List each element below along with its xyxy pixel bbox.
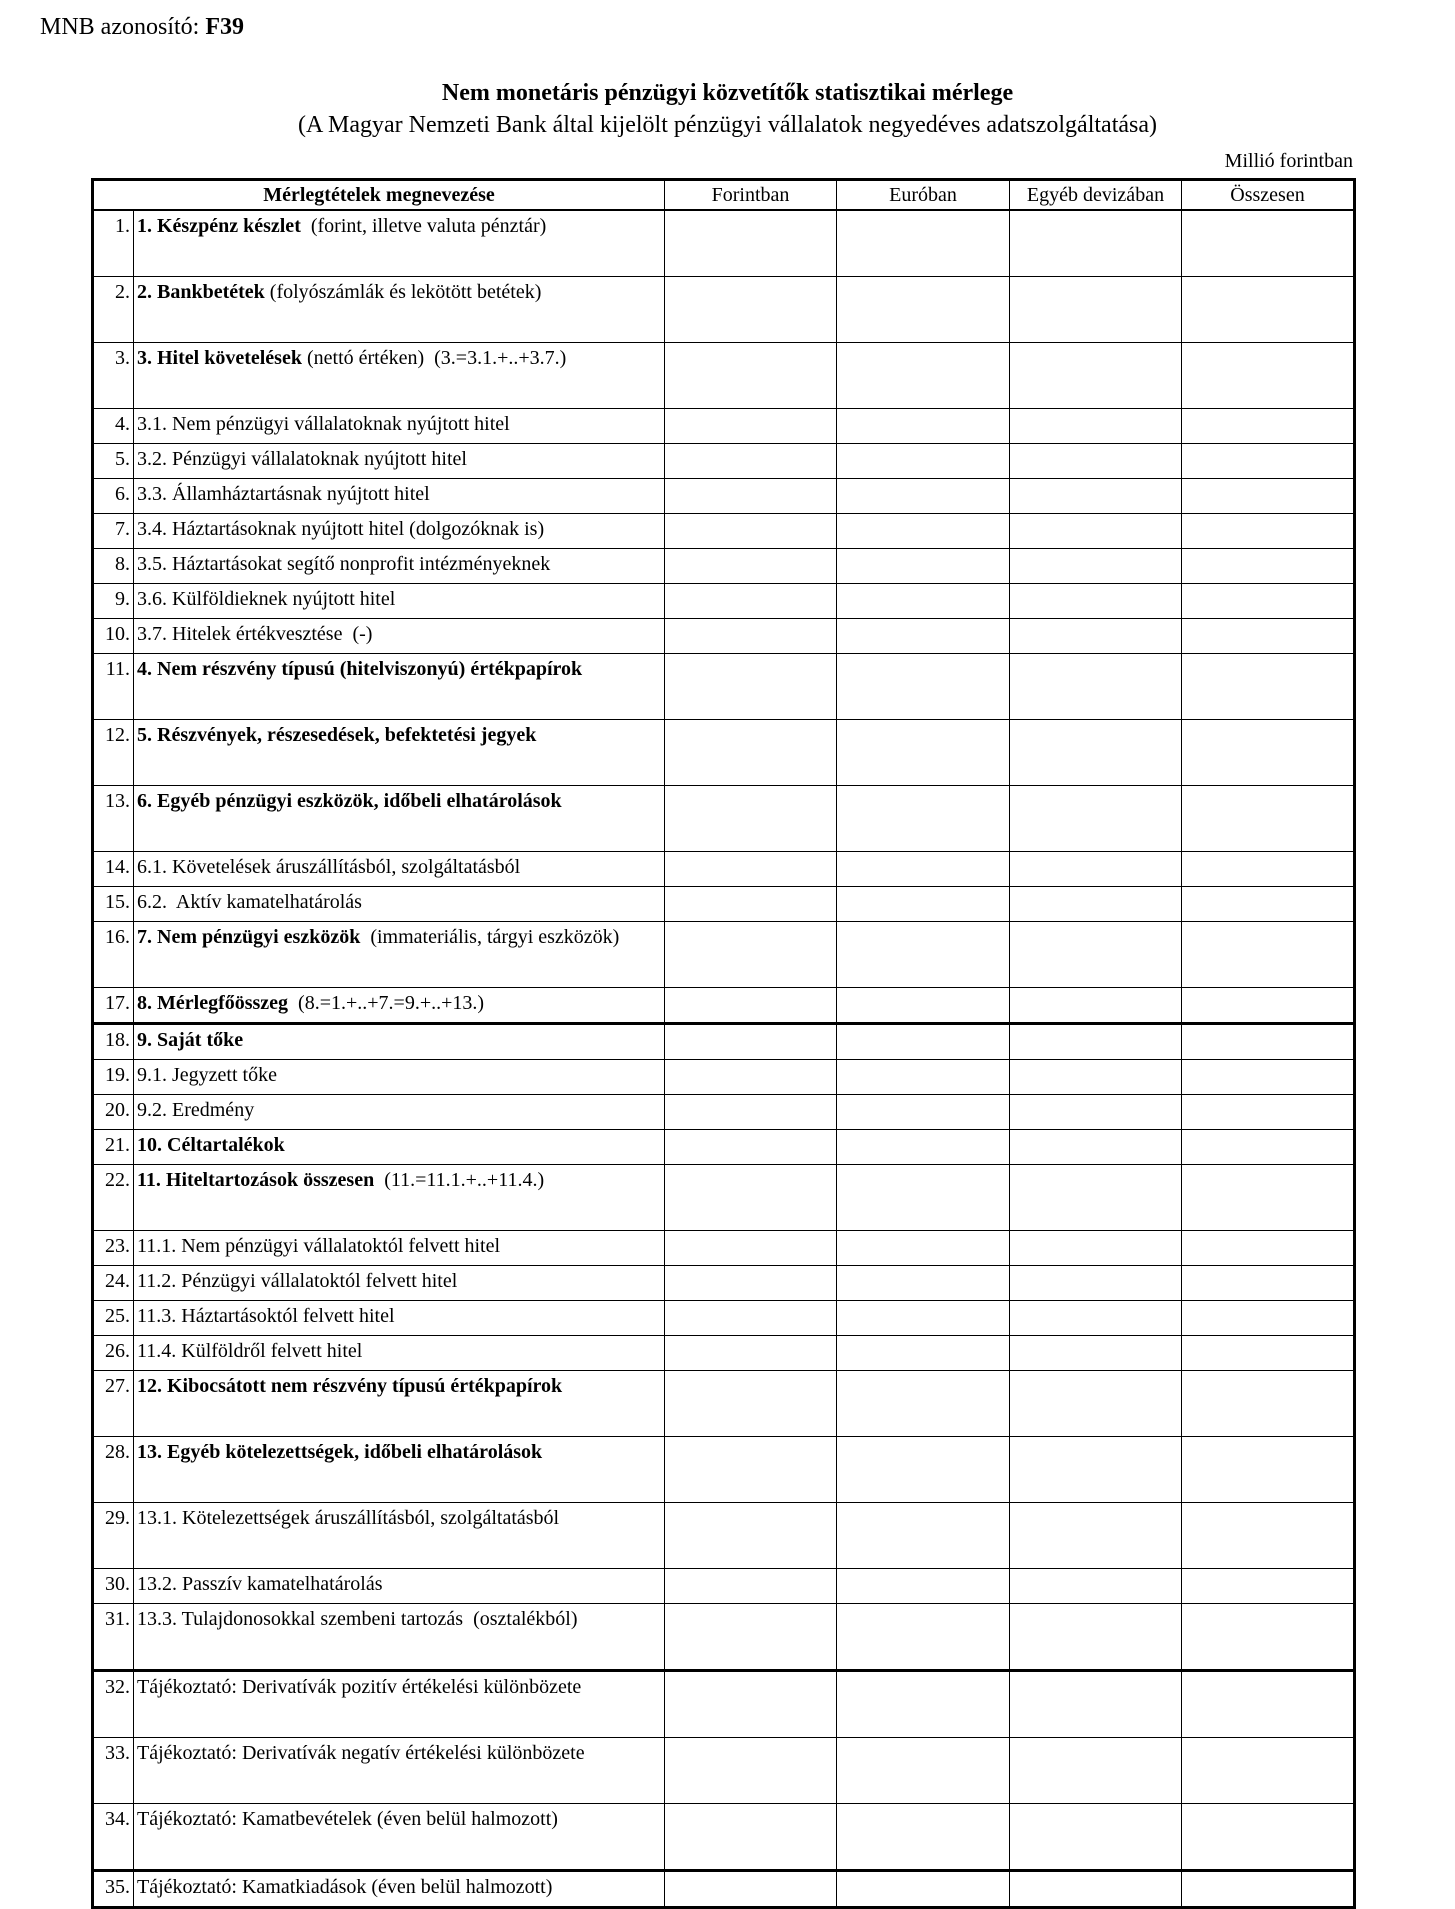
value-cell-other[interactable] — [1010, 409, 1182, 444]
row-label — [134, 1804, 665, 1871]
row-number: 32. — [93, 1671, 134, 1738]
value-cell-huf[interactable] — [665, 479, 837, 514]
value-cell-total[interactable] — [1182, 549, 1355, 584]
row-number: 23. — [93, 1231, 134, 1266]
value-cell-other[interactable] — [1010, 720, 1182, 786]
table-row — [93, 1569, 1355, 1604]
value-cell-huf[interactable] — [665, 409, 837, 444]
table-row — [93, 922, 1355, 988]
table-row — [93, 1804, 1355, 1871]
row-number: 18. — [93, 1024, 134, 1060]
value-cell-eur[interactable] — [837, 887, 1010, 922]
row-number: 15. — [93, 887, 134, 922]
value-cell-total[interactable] — [1182, 444, 1355, 479]
table-row — [93, 786, 1355, 852]
row-label-text: 11.2. Pénzügyi vállalatoktól felvett hitel — [137, 1270, 458, 1292]
value-cell-eur[interactable] — [837, 1165, 1010, 1231]
value-cell-huf[interactable] — [665, 1503, 837, 1569]
row-label-bold: 9. Saját tőke — [137, 1029, 244, 1051]
row-label — [134, 1165, 665, 1231]
row-label-bold: 6. Egyéb pénzügyi eszközök, időbeli elhatárolások — [137, 790, 562, 812]
row-number: 6. — [93, 479, 134, 514]
row-label-text: (8.=1.+..+7.=9.+..+13.) — [288, 992, 485, 1014]
value-cell-total[interactable] — [1182, 1671, 1355, 1738]
value-cell-total[interactable] — [1182, 852, 1355, 887]
value-cell-total[interactable] — [1182, 409, 1355, 444]
value-cell-huf[interactable] — [665, 1095, 837, 1130]
value-cell-total[interactable] — [1182, 343, 1355, 409]
value-cell-total[interactable] — [1182, 720, 1355, 786]
row-number: 9. — [93, 584, 134, 619]
value-cell-huf[interactable] — [665, 1871, 837, 1908]
value-cell-total[interactable] — [1182, 479, 1355, 514]
table-row — [93, 1060, 1355, 1095]
value-cell-eur[interactable] — [837, 409, 1010, 444]
row-label-text: 11.1. Nem pénzügyi vállalatoktól felvett hitel — [137, 1235, 501, 1257]
value-cell-eur[interactable] — [837, 1671, 1010, 1738]
column-header-huf: Forintban — [665, 180, 837, 211]
value-cell-total[interactable] — [1182, 654, 1355, 720]
row-label-text: 6.1. Követelések áruszállításból, szolgáltatásból — [137, 856, 521, 878]
row-label — [134, 1738, 665, 1804]
value-cell-eur[interactable] — [837, 1569, 1010, 1604]
row-label — [134, 852, 665, 887]
row-label-bold: 11. Hiteltartozások összesen — [137, 1169, 375, 1191]
value-cell-total[interactable] — [1182, 210, 1355, 277]
value-cell-other[interactable] — [1010, 1871, 1182, 1908]
table-row — [93, 654, 1355, 720]
row-label — [134, 619, 665, 654]
value-cell-total[interactable] — [1182, 887, 1355, 922]
table-row — [93, 1503, 1355, 1569]
row-label-text: 3.6. Külföldieknek nyújtott hitel — [137, 588, 396, 610]
value-cell-huf[interactable] — [665, 1738, 837, 1804]
row-number: 25. — [93, 1301, 134, 1336]
value-cell-total[interactable] — [1182, 1336, 1355, 1371]
value-cell-huf[interactable] — [665, 1569, 837, 1604]
row-label — [134, 584, 665, 619]
table-row — [93, 409, 1355, 444]
value-cell-eur[interactable] — [837, 444, 1010, 479]
value-cell-huf[interactable] — [665, 619, 837, 654]
value-cell-eur[interactable] — [837, 1336, 1010, 1371]
row-label — [134, 887, 665, 922]
value-cell-huf[interactable] — [665, 1301, 837, 1336]
value-cell-huf[interactable] — [665, 1130, 837, 1165]
row-number: 35. — [93, 1871, 134, 1908]
row-label — [134, 1371, 665, 1437]
value-cell-other[interactable] — [1010, 479, 1182, 514]
value-cell-total[interactable] — [1182, 1095, 1355, 1130]
value-cell-huf[interactable] — [665, 786, 837, 852]
value-cell-total[interactable] — [1182, 1024, 1355, 1060]
value-cell-total[interactable] — [1182, 584, 1355, 619]
row-label-text: 3.7. Hitelek értékvesztése (-) — [137, 623, 373, 645]
value-cell-total[interactable] — [1182, 922, 1355, 988]
table-row — [93, 852, 1355, 887]
table-row — [93, 887, 1355, 922]
value-cell-other[interactable] — [1010, 1024, 1182, 1060]
value-cell-total[interactable] — [1182, 514, 1355, 549]
row-label-text: (nettó értéken) (3.=3.1.+..+3.7.) — [301, 347, 567, 369]
row-number: 14. — [93, 852, 134, 887]
row-number: 2. — [93, 277, 134, 343]
row-number: 7. — [93, 514, 134, 549]
row-label — [134, 1503, 665, 1569]
value-cell-total[interactable] — [1182, 1804, 1355, 1871]
table-row — [93, 619, 1355, 654]
row-label-text: Tájékoztató: Kamatbevételek (éven belül halmozott) — [137, 1808, 558, 1830]
value-cell-huf[interactable] — [665, 720, 837, 786]
row-label — [134, 1060, 665, 1095]
table-header-row — [93, 180, 1355, 211]
row-label-text: Tájékoztató: Derivatívák pozitív értékelési különbözete — [137, 1676, 582, 1698]
value-cell-other[interactable] — [1010, 1437, 1182, 1503]
column-header-total: Összesen — [1182, 180, 1355, 211]
row-label — [134, 922, 665, 988]
value-cell-eur[interactable] — [837, 1301, 1010, 1336]
row-number: 10. — [93, 619, 134, 654]
value-cell-eur[interactable] — [837, 988, 1010, 1024]
value-cell-eur[interactable] — [837, 1024, 1010, 1060]
row-label-text: 6.2. Aktív kamatelhatárolás — [137, 891, 362, 913]
value-cell-other[interactable] — [1010, 1738, 1182, 1804]
value-cell-huf[interactable] — [665, 988, 837, 1024]
value-cell-eur[interactable] — [837, 1130, 1010, 1165]
table-row — [93, 549, 1355, 584]
table-row — [93, 1336, 1355, 1371]
table-row — [93, 1437, 1355, 1503]
value-cell-total[interactable] — [1182, 1130, 1355, 1165]
row-number: 11. — [93, 654, 134, 720]
value-cell-total[interactable] — [1182, 619, 1355, 654]
value-cell-eur[interactable] — [837, 1231, 1010, 1266]
table-row — [93, 444, 1355, 479]
row-number: 24. — [93, 1266, 134, 1301]
value-cell-eur[interactable] — [837, 277, 1010, 343]
row-label — [134, 1266, 665, 1301]
value-cell-other[interactable] — [1010, 1804, 1182, 1871]
table-row — [93, 1604, 1355, 1671]
value-cell-other[interactable] — [1010, 619, 1182, 654]
value-cell-other[interactable] — [1010, 584, 1182, 619]
form-id-label: MNB azonosító: — [40, 14, 200, 40]
table-row — [93, 1095, 1355, 1130]
value-cell-other[interactable] — [1010, 444, 1182, 479]
value-cell-other[interactable] — [1010, 1130, 1182, 1165]
value-cell-eur[interactable] — [837, 210, 1010, 277]
value-cell-eur[interactable] — [837, 343, 1010, 409]
table-row — [93, 277, 1355, 343]
value-cell-other[interactable] — [1010, 1165, 1182, 1231]
row-number: 17. — [93, 988, 134, 1024]
row-number: 26. — [93, 1336, 134, 1371]
table-row — [93, 514, 1355, 549]
row-label-text: (11.=11.1.+..+11.4.) — [374, 1169, 545, 1191]
table-row — [93, 1024, 1355, 1060]
row-label-text: 13.2. Passzív kamatelhatárolás — [137, 1573, 383, 1595]
value-cell-huf[interactable] — [665, 1437, 837, 1503]
value-cell-total[interactable] — [1182, 1503, 1355, 1569]
row-label-bold: 12. Kibocsátott nem részvény típusú értékpapírok — [137, 1375, 563, 1397]
row-label-text: 13.1. Kötelezettségek áruszállításból, szolgáltatásból — [137, 1507, 560, 1529]
value-cell-eur[interactable] — [837, 720, 1010, 786]
document-subtitle: (A Magyar Nemzeti Bank által kijelölt pénzügyi vállalatok negyedéves adatszolgáltatása) — [297, 112, 1158, 138]
row-label — [134, 1437, 665, 1503]
value-cell-total[interactable] — [1182, 1266, 1355, 1301]
value-cell-other[interactable] — [1010, 1095, 1182, 1130]
value-cell-eur[interactable] — [837, 1804, 1010, 1871]
value-cell-huf[interactable] — [665, 852, 837, 887]
row-label-text: 3.3. Államháztartásnak nyújtott hitel — [137, 483, 430, 505]
value-cell-huf[interactable] — [665, 654, 837, 720]
row-label — [134, 1671, 665, 1738]
row-label-text: (immateriális, tárgyi eszközök) — [360, 926, 620, 948]
table-row — [93, 1371, 1355, 1437]
row-label-text: 11.4. Külföldről felvett hitel — [137, 1340, 363, 1362]
row-label-text: 3.4. Háztartásoknak nyújtott hitel (dolgozóknak is) — [137, 518, 545, 540]
value-cell-eur[interactable] — [837, 654, 1010, 720]
table-row — [93, 1301, 1355, 1336]
value-cell-huf[interactable] — [665, 584, 837, 619]
row-number: 3. — [93, 343, 134, 409]
table-row — [93, 210, 1355, 277]
value-cell-eur[interactable] — [837, 1738, 1010, 1804]
value-cell-total[interactable] — [1182, 1569, 1355, 1604]
row-label — [134, 1569, 665, 1604]
value-cell-huf[interactable] — [665, 1604, 837, 1671]
form-id-value: F39 — [205, 14, 244, 40]
row-number: 1. — [93, 210, 134, 277]
value-cell-eur[interactable] — [837, 479, 1010, 514]
form-identifier — [40, 14, 244, 41]
table-row — [93, 1871, 1355, 1908]
row-label — [134, 444, 665, 479]
row-label-bold: 7. Nem pénzügyi eszközök — [137, 926, 361, 948]
value-cell-eur[interactable] — [837, 786, 1010, 852]
row-label-bold: 3. Hitel követelések — [137, 347, 302, 369]
row-label-text: 9.1. Jegyzett tőke — [137, 1064, 277, 1086]
value-cell-other[interactable] — [1010, 1503, 1182, 1569]
value-cell-eur[interactable] — [837, 1371, 1010, 1437]
row-label — [134, 1871, 665, 1908]
row-label-text: 13.3. Tulajdonosokkal szembeni tartozás (osztalékból) — [137, 1608, 578, 1630]
table-row — [93, 1165, 1355, 1231]
value-cell-huf[interactable] — [665, 549, 837, 584]
value-cell-huf[interactable] — [665, 922, 837, 988]
row-label — [134, 479, 665, 514]
value-cell-huf[interactable] — [665, 210, 837, 277]
value-cell-other[interactable] — [1010, 1266, 1182, 1301]
value-cell-huf[interactable] — [665, 1336, 837, 1371]
value-cell-huf[interactable] — [665, 343, 837, 409]
row-label-text: Tájékoztató: Kamatkiadások (éven belül halmozott) — [137, 1876, 553, 1898]
row-number: 13. — [93, 786, 134, 852]
value-cell-total[interactable] — [1182, 1371, 1355, 1437]
row-label-text: Tájékoztató: Derivatívák negatív értékelési különbözete — [137, 1742, 585, 1764]
document-title: Nem monetáris pénzügyi közvetítők statisztikai mérlege — [441, 80, 1014, 106]
value-cell-other[interactable] — [1010, 1231, 1182, 1266]
value-cell-other[interactable] — [1010, 988, 1182, 1024]
value-cell-other[interactable] — [1010, 922, 1182, 988]
row-number: 20. — [93, 1095, 134, 1130]
value-cell-eur[interactable] — [837, 619, 1010, 654]
value-cell-total[interactable] — [1182, 1060, 1355, 1095]
value-cell-other[interactable] — [1010, 514, 1182, 549]
row-label-bold: 10. Céltartalékok — [137, 1134, 285, 1156]
row-label-bold: 5. Részvények, részesedések, befektetési jegyek — [137, 724, 537, 746]
unit-label: Millió forintban — [1224, 150, 1353, 172]
row-label-text: 3.5. Háztartásokat segítő nonprofit intézményeknek — [137, 553, 551, 575]
table-row — [93, 343, 1355, 409]
value-cell-other[interactable] — [1010, 887, 1182, 922]
value-cell-huf[interactable] — [665, 1671, 837, 1738]
value-cell-huf[interactable] — [665, 277, 837, 343]
row-number: 22. — [93, 1165, 134, 1231]
value-cell-eur[interactable] — [837, 584, 1010, 619]
row-label — [134, 1130, 665, 1165]
row-label — [134, 786, 665, 852]
row-number: 34. — [93, 1804, 134, 1871]
row-label-bold: 8. Mérlegfőösszeg — [137, 992, 289, 1014]
value-cell-huf[interactable] — [665, 1231, 837, 1266]
row-label — [134, 988, 665, 1024]
row-label-bold: 1. Készpénz készlet — [137, 215, 301, 237]
value-cell-other[interactable] — [1010, 1336, 1182, 1371]
row-number: 28. — [93, 1437, 134, 1503]
value-cell-total[interactable] — [1182, 1165, 1355, 1231]
table-row — [93, 1738, 1355, 1804]
column-header-other-currency: Egyéb devizában — [1010, 180, 1182, 211]
row-number: 16. — [93, 922, 134, 988]
row-label — [134, 1336, 665, 1371]
value-cell-other[interactable] — [1010, 1671, 1182, 1738]
row-label-text: 11.3. Háztartásoktól felvett hitel — [137, 1305, 395, 1327]
table-row — [93, 1671, 1355, 1738]
row-label — [134, 720, 665, 786]
row-label-bold: 2. Bankbetétek — [137, 281, 265, 303]
row-label — [134, 1095, 665, 1130]
row-number: 5. — [93, 444, 134, 479]
value-cell-total[interactable] — [1182, 1604, 1355, 1671]
row-label — [134, 210, 665, 277]
value-cell-eur[interactable] — [837, 514, 1010, 549]
value-cell-eur[interactable] — [837, 1060, 1010, 1095]
row-label — [134, 1301, 665, 1336]
value-cell-other[interactable] — [1010, 654, 1182, 720]
value-cell-other[interactable] — [1010, 786, 1182, 852]
table-row — [93, 1266, 1355, 1301]
row-number: 31. — [93, 1604, 134, 1671]
row-label — [134, 1231, 665, 1266]
value-cell-huf[interactable] — [665, 1024, 837, 1060]
value-cell-other[interactable] — [1010, 852, 1182, 887]
value-cell-other[interactable] — [1010, 1371, 1182, 1437]
value-cell-eur[interactable] — [837, 549, 1010, 584]
value-cell-total[interactable] — [1182, 277, 1355, 343]
value-cell-eur[interactable] — [837, 852, 1010, 887]
row-label — [134, 343, 665, 409]
row-number: 12. — [93, 720, 134, 786]
table-row — [93, 1231, 1355, 1266]
value-cell-eur[interactable] — [837, 1437, 1010, 1503]
row-number: 21. — [93, 1130, 134, 1165]
row-label-bold: 4. Nem részvény típusú (hitelviszonyú) értékpapírok — [137, 658, 583, 680]
value-cell-total[interactable] — [1182, 988, 1355, 1024]
row-label — [134, 1024, 665, 1060]
value-cell-eur[interactable] — [837, 1604, 1010, 1671]
table-row — [93, 1130, 1355, 1165]
value-cell-eur[interactable] — [837, 1266, 1010, 1301]
value-cell-other[interactable] — [1010, 1301, 1182, 1336]
value-cell-eur[interactable] — [837, 922, 1010, 988]
value-cell-other[interactable] — [1010, 1569, 1182, 1604]
value-cell-huf[interactable] — [665, 444, 837, 479]
row-number: 19. — [93, 1060, 134, 1095]
row-label — [134, 277, 665, 343]
row-label — [134, 654, 665, 720]
value-cell-huf[interactable] — [665, 1804, 837, 1871]
column-header-item-name: Mérlegtételek megnevezése — [93, 180, 665, 211]
row-label-text: (folyószámlák és lekötött betétek) — [264, 281, 542, 303]
row-number: 27. — [93, 1371, 134, 1437]
row-label — [134, 409, 665, 444]
value-cell-other[interactable] — [1010, 277, 1182, 343]
column-header-eur: Euróban — [837, 180, 1010, 211]
row-label-bold: 13. Egyéb kötelezettségek, időbeli elhatárolások — [137, 1441, 543, 1463]
table-row — [93, 720, 1355, 786]
value-cell-other[interactable] — [1010, 1604, 1182, 1671]
row-number: 8. — [93, 549, 134, 584]
value-cell-other[interactable] — [1010, 343, 1182, 409]
table-row — [93, 479, 1355, 514]
value-cell-total[interactable] — [1182, 786, 1355, 852]
table-row — [93, 584, 1355, 619]
row-number: 29. — [93, 1503, 134, 1569]
value-cell-total[interactable] — [1182, 1437, 1355, 1503]
value-cell-eur[interactable] — [837, 1871, 1010, 1908]
value-cell-other[interactable] — [1010, 210, 1182, 277]
value-cell-other[interactable] — [1010, 1060, 1182, 1095]
value-cell-huf[interactable] — [665, 1060, 837, 1095]
row-label — [134, 1604, 665, 1671]
value-cell-eur[interactable] — [837, 1503, 1010, 1569]
value-cell-total[interactable] — [1182, 1738, 1355, 1804]
balance-sheet-table — [91, 178, 1356, 1909]
value-cell-huf[interactable] — [665, 1371, 837, 1437]
row-label-text: 3.2. Pénzügyi vállalatoknak nyújtott hitel — [137, 448, 467, 470]
row-label-text: 3.1. Nem pénzügyi vállalatoknak nyújtott hitel — [137, 413, 510, 435]
row-label-text: (forint, illetve valuta pénztár) — [300, 215, 547, 237]
row-number: 30. — [93, 1569, 134, 1604]
value-cell-other[interactable] — [1010, 549, 1182, 584]
row-number: 33. — [93, 1738, 134, 1804]
value-cell-huf[interactable] — [665, 514, 837, 549]
value-cell-eur[interactable] — [837, 1095, 1010, 1130]
value-cell-huf[interactable] — [665, 887, 837, 922]
value-cell-total[interactable] — [1182, 1301, 1355, 1336]
table-row — [93, 988, 1355, 1024]
value-cell-total[interactable] — [1182, 1231, 1355, 1266]
value-cell-huf[interactable] — [665, 1266, 837, 1301]
row-label — [134, 514, 665, 549]
row-label-text: 9.2. Eredmény — [137, 1099, 255, 1121]
row-label — [134, 549, 665, 584]
row-number: 4. — [93, 409, 134, 444]
value-cell-total[interactable] — [1182, 1871, 1355, 1908]
value-cell-huf[interactable] — [665, 1165, 837, 1231]
